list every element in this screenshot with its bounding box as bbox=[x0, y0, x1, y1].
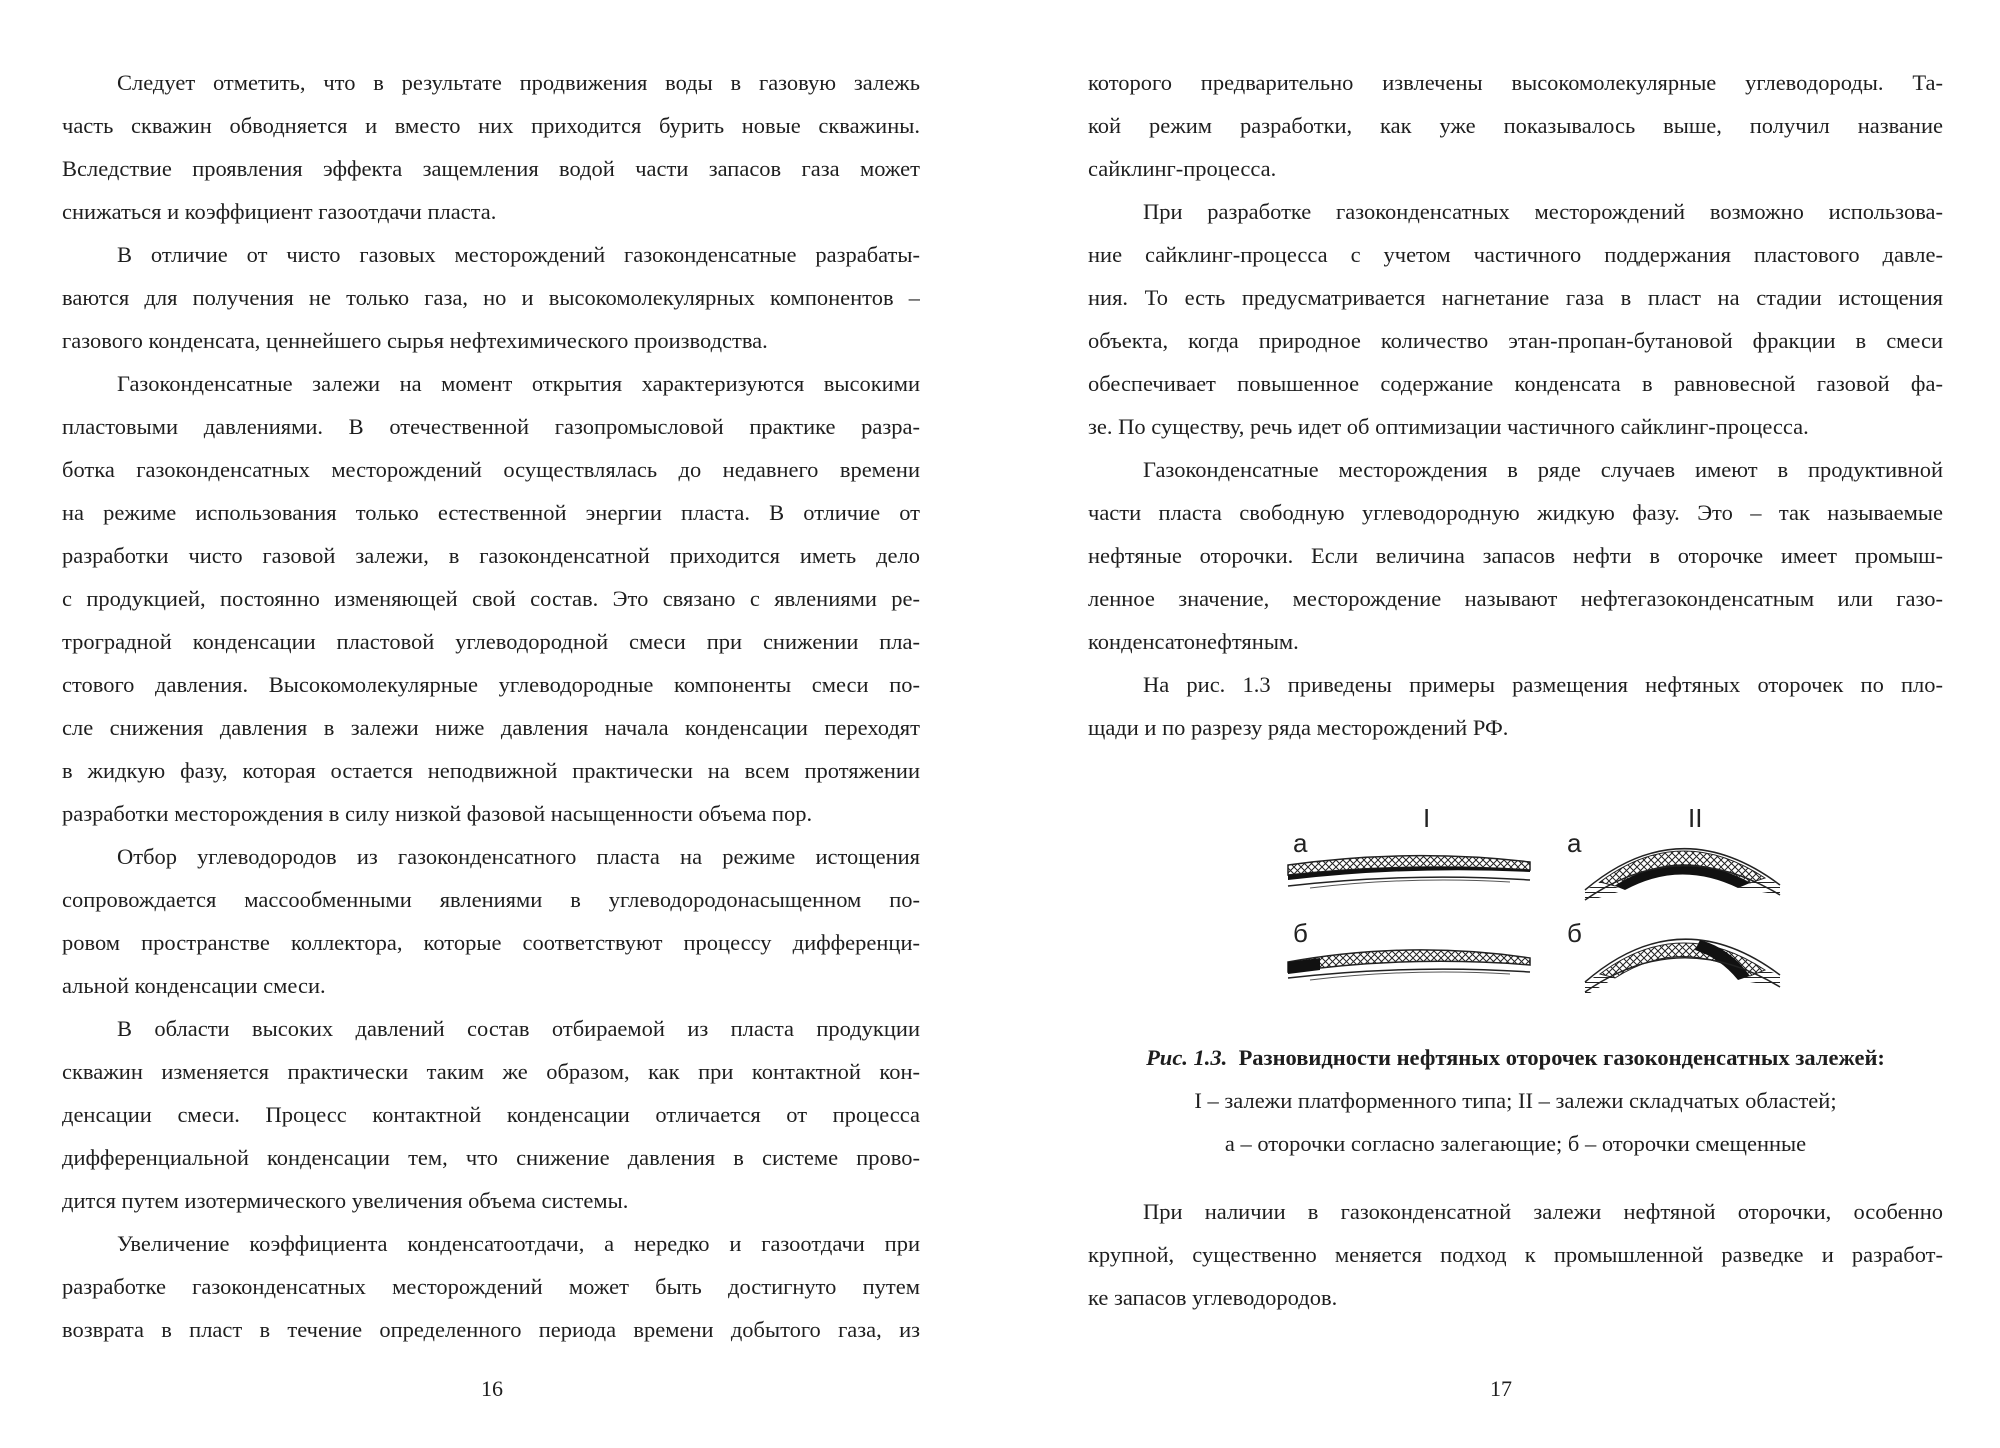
text-line: сопровождается массообменными явлениями в углеводородонасыщенном по- bbox=[62, 887, 920, 912]
label-b-II: б bbox=[1567, 918, 1582, 948]
text-line: нефтяные оторочки. Если величина запасов нефти в оторочке имеет промыш- bbox=[1088, 543, 1943, 568]
figure-caption-line3: а – оторочки согласно залегающие; б – оторочки смещенные bbox=[1224, 1131, 1807, 1156]
text-line: возврата в пласт в течение определенного периода времени добытого газа, из bbox=[62, 1317, 920, 1342]
text-line: Газоконденсатные месторождения в ряде случаев имеют в продуктивной bbox=[1143, 457, 1943, 482]
text-line: разработки чисто газовой залежи, в газоконденсатной приходится иметь дело bbox=[62, 543, 920, 568]
text-line: В области высоких давлений состав отбираемой из пласта продукции bbox=[117, 1016, 920, 1041]
text-line: сле снижения давления в залежи ниже давления начала конденсации переходят bbox=[62, 715, 920, 740]
diagram-I-b bbox=[1288, 950, 1530, 980]
right-page bbox=[1000, 0, 2000, 1448]
text-line: Следует отметить, что в результате продвижения воды в газовую залежь bbox=[117, 70, 920, 95]
text-line: ботка газоконденсатных месторождений осуществлялась до недавнего времени bbox=[62, 457, 920, 482]
figure-caption-line2: I – залежи платформенного типа; II – залежи складчатых областей; bbox=[1194, 1088, 1837, 1113]
text-line: троградной конденсации пластовой углеводородной смеси при снижении пла- bbox=[62, 629, 920, 654]
text-line: объекта, когда природное количество этан-пропан-бутановой фракции в смеси bbox=[1088, 328, 1943, 353]
text-line: альной конденсации смеси. bbox=[62, 973, 326, 998]
text-line: Отбор углеводородов из газоконденсатного пласта на режиме истощения bbox=[117, 844, 920, 869]
text-line: Вследствие проявления эффекта защемления водой части запасов газа может bbox=[62, 156, 920, 181]
text-line: на режиме использования только естественной энергии пласта. В отличие от bbox=[62, 500, 920, 525]
text-line: пластовыми давлениями. В отечественной газопромысловой практике разра- bbox=[62, 414, 920, 439]
text-line: При наличии в газоконденсатной залежи нефтяной оторочки, особенно bbox=[1143, 1199, 1943, 1224]
text-line: газового конденсата, ценнейшего сырья нефтехимического производства. bbox=[62, 328, 768, 353]
label-b-I: б bbox=[1293, 918, 1308, 948]
label-a-II: а bbox=[1567, 828, 1582, 858]
text-line: снижаться и коэффициент газоотдачи пласта. bbox=[62, 199, 497, 224]
figure-caption-heading: Разновидности нефтяных оторочек газоконденсатных залежей: bbox=[1238, 1045, 1885, 1070]
text-line: ние сайклинг-процесса с учетом частичного поддержания пластового давле- bbox=[1088, 242, 1943, 267]
text-line: стового давления. Высокомолекулярные углеводородные компоненты смеси по- bbox=[62, 672, 920, 697]
text-line: которого предварительно извлечены высокомолекулярные углеводороды. Та- bbox=[1088, 70, 1943, 95]
text-line: ровом пространстве коллектора, которые соответствуют процессу дифференци- bbox=[62, 930, 920, 955]
text-line: На рис. 1.3 приведены примеры размещения нефтяных оторочек по пло- bbox=[1143, 672, 1943, 697]
text-line: крупной, существенно меняется подход к промышленной разведке и разработ- bbox=[1088, 1242, 1943, 1267]
figure-oil-rims bbox=[1280, 790, 1820, 1010]
text-line: ния. То есть предусматривается нагнетание газа в пласт на стадии истощения bbox=[1088, 285, 1943, 310]
text-line: в жидкую фазу, которая остается неподвижной практически на всем протяжении bbox=[62, 758, 920, 783]
label-group-II: II bbox=[1688, 803, 1703, 833]
diagram-II-a bbox=[1585, 849, 1780, 902]
text-line: ленное значение, месторождение называют нефтегазоконденсатным или газо- bbox=[1088, 586, 1943, 611]
label-a-I: а bbox=[1293, 828, 1308, 858]
right-page-text bbox=[1088, 61, 1943, 749]
text-line: Увеличение коэффициента конденсатоотдачи, а нередко и газоотдачи при bbox=[117, 1231, 920, 1256]
text-line: конденсатонефтяным. bbox=[1088, 629, 1299, 654]
text-line: разработке газоконденсатных месторождений может быть достигнуто путем bbox=[62, 1274, 920, 1299]
diagram-II-b bbox=[1585, 939, 1780, 996]
text-line: ваются для получения не только газа, но и высокомолекулярных компонентов – bbox=[62, 285, 920, 310]
figure-caption-number: Рис. 1.3. bbox=[1146, 1045, 1228, 1070]
text-line: скважин изменяется практически таким же образом, как при контактной кон- bbox=[62, 1059, 920, 1084]
text-line: В отличие от чисто газовых месторождений газоконденсатные разрабаты- bbox=[117, 242, 920, 267]
diagram-I-a bbox=[1288, 856, 1530, 888]
figure-caption-title bbox=[1088, 1036, 1943, 1079]
page-number-right: 17 bbox=[1490, 1376, 1512, 1401]
text-line: щади и по разрезу ряда месторождений РФ. bbox=[1088, 715, 1509, 740]
text-line: ке запасов углеводородов. bbox=[1088, 1285, 1338, 1310]
text-line: кой режим разработки, как уже показывалось выше, получил название bbox=[1088, 113, 1943, 138]
text-line: части пласта свободную углеводородную жидкую фазу. Это – так называемые bbox=[1088, 500, 1943, 525]
text-line: дифференциальной конденсации тем, что снижение давления в системе прово- bbox=[62, 1145, 920, 1170]
text-line: с продукцией, постоянно изменяющей свой состав. Это связано с явлениями ре- bbox=[62, 586, 920, 611]
left-page-text bbox=[62, 61, 920, 1351]
text-line: часть скважин обводняется и вместо них приходится бурить новые скважины. bbox=[62, 113, 920, 138]
text-line: разработки месторождения в силу низкой фазовой насыщенности объема пор. bbox=[62, 801, 813, 826]
right-page-text-after-figure bbox=[1088, 1190, 1943, 1319]
text-line: обеспечивает повышенное содержание конденсата в равновесной газовой фа- bbox=[1088, 371, 1943, 396]
text-line: денсации смеси. Процесс контактной конденсации отличается от процесса bbox=[62, 1102, 920, 1127]
figure-diagram bbox=[1280, 790, 1820, 1010]
text-line: Газоконденсатные залежи на момент открытия характеризуются высокими bbox=[117, 371, 920, 396]
text-line: зе. По существу, речь идет об оптимизации частичного сайклинг-процесса. bbox=[1088, 414, 1809, 439]
page-number-left: 16 bbox=[481, 1376, 503, 1401]
text-line: При разработке газоконденсатных месторождений возможно использова- bbox=[1143, 199, 1943, 224]
text-line: сайклинг-процесса. bbox=[1088, 156, 1277, 181]
label-group-I: I bbox=[1423, 803, 1431, 833]
text-line: дится путем изотермического увеличения объема системы. bbox=[62, 1188, 629, 1213]
